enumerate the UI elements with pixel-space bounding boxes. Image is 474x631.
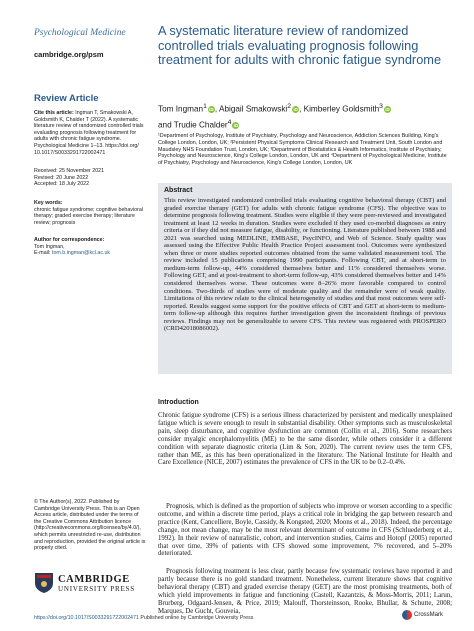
author-name: Tom Ingman [158,104,204,114]
keywords-text: chronic fatigue syndrome; cognitive behavioral therapy; graded exercise therapy; literature review; prognosis [34,206,143,226]
cite-label: Cite this article: [34,110,74,116]
author-name: Abigail Smakowski [218,104,288,114]
author-sup: 3 [379,103,383,110]
license-text: © The Author(s), 2022. Published by Cambridge University Press. This is an Open Access article, distributed under the terms of the Creative Commons Attribution licence (http://creativecommons.org/licenses/by/4.0/), which permits unrestricted re-use, distribution and reproduction, provided the original article is properly cited. [34,499,146,552]
introduction-heading: Introduction [158,399,199,406]
logo-name: CAMBRIDGE [58,573,130,585]
citation-block [34,110,146,156]
corresp-email-link[interactable]: tom.b.ingman@kcl.ac.uk [51,250,111,257]
received-date: Received: 25 November 2021 [34,168,105,174]
journal-name: Psychological Medicine [34,28,126,38]
corresp-name: Tom Ingman, [34,243,65,250]
corresp-label: Author for correspondence: [34,237,105,243]
dates-block [34,168,146,188]
logo-subtitle: UNIVERSITY PRESS [58,584,135,593]
intro-paragraph-3: Prognosis following treatment is less clear, partly because few systematic reviews have reported it and partly because there is no gold standard treatment. Nonetheless, current literature shows that cognitive behavioral therapy (CBT) and graded exercise therapy (GET) are the most promising treatments, both of which yield improvements in fatigue and functioning (Castell, Kazantzis, & Moss-Morris, 2011; Larun, Brurberg, Odgaard-Jensen, & Price, 2019; Malouff, Thorsteinsson, Rooke, Bhullar, & Schutte, 2008; Marques, De Gucht, Gouveia, [158,568,452,615]
abstract-box [158,183,452,374]
affiliations: ¹Department of Psychology, Institute of Psychiatry, Psychology and Neuroscience, Addiction Sciences Building, King's College London, London, UK; ²Persistent Physical Symptoms Clinical Research and Treatment Unit, South London and Maudsley NHS Foundation Trust, London, UK; ³Department of Biostatistics & Health Informatics, Institute of Psychiatry, Psychology and Neuroscience, King's College London, London, UK and ⁴Department of Psychological Medicine, Institute of Psychiatry, Psychology and Neuroscience, King's College London, London, UK [158,133,447,167]
author-list: Tom Ingman$^1$ iD, Abigail Smakowski$^2$ iD, Kimberley Goldsmith$^3$ iD and Trudie Chalder$^4$ iD [158,103,390,130]
crossmark-icon [402,610,412,620]
email-label: E-mail: [34,250,51,257]
revised-date: Revised: 20 June 2022 [34,174,89,181]
keywords-block [34,200,146,226]
author-sup: 4 [227,118,232,126]
publisher-logo [34,572,135,594]
accepted-date: Accepted: 18 July 2022 [34,181,90,188]
shield-icon [34,572,54,594]
article-type: Review Article [34,93,99,104]
crossmark-badge[interactable] [402,610,443,620]
intro-paragraph-2: Prognosis, which is defined as the proportion of subjects who improve or worsen according to a specific outcome, and within a discrete time period, plays a critical role in bridging the gap between research and practice (Kent, Cancelliere, Boyle, Cassidy, & Kongsted, 2020; Moons et al., 2018). Indeed, the percentage change, not mean change, may be the most relevant determinant of outcome in CFS (Schluederberg et al., 1992). In their review of naturalistic, cohort, and intervention studies, Cairns and Hotopf (2005) reported that over time, 39% of patients with CFS showed some improvement, 7% recovered, and 5–20% deteriorated. [158,503,452,558]
footer-published: Published online by Cambridge University Press [140,615,254,621]
correspondence-block [34,237,146,257]
article-title: A systematic literature review of randomized controlled trials evaluating prognosis following treatment for adults with chronic fatigue syndrome [158,23,442,67]
orcid-icon[interactable]: iD [233,122,239,128]
orcid-icon[interactable]: iD [293,107,298,113]
author-sup: 2 [287,103,292,110]
crossmark-label: CrossMark [414,612,444,618]
left-sidebar [34,0,146,631]
abstract-heading: Abstract [164,187,193,194]
journal-url[interactable]: cambridge.org/psm [34,50,104,59]
abstract-text: This review investigated randomized controlled trials evaluating cognitive behavioral therapy (CBT) and graded exercise therapy (GET) for adults with chronic fatigue syndrome (CFS). The objective was to determine prognosis following treatment. Studies were eligible if they were peer-reviewed and investigated treatment at least 12 weeks in duration. Studies were excluded if they used co-morbid diagnoses as entry criteria or if they did not measure fatigue, disability, or functioning. Literature published between 1988 and 2021 was searched using MEDLINE, EMBASE, PsycINFO, and Web of Science. Study quality was assessed using the Effective Public Health Practice Project assessment tool. Outcomes were synthesized when three or more studies reported outcomes obtained from the same validated measurement tool. The review included 15 publications comprising 1990 participants. Following CBT, and at short-term to medium-term follow-up, 44% considered themselves better and 11% considered themselves worse. Following GET, and at post-treatment to short-term follow-up, 43% considered themselves better and 14% considered themselves worse. These outcomes were 8–26% more favorable compared to control conditions. Two-thirds of studies were of moderate quality and the remainder were of weak quality. Limitations of this review relate to the clinical heterogeneity of studies and that most outcomes were self-reported. Results suggest some support for the positive effects of CBT and GET at short-term to medium-term follow-up although this requires further investigation given the inconsistent findings of previous reviews. Findings may not be generalizable to severe CFS. This review was registered with PROSPERO (CRD42018086002). [164,197,446,333]
author-name: Kimberley Goldsmith [303,104,380,114]
page-footer [34,615,454,621]
author-name: Trudie Chalder [173,120,228,130]
cite-text: Ingman T, Smakowski A, Goldsmith K, Chalder T (2022). A systematic literature review of randomized controlled trials evaluating prognosis following treatment for adults with chronic fatigue syndrome. Psychological Medicine 1–13. https://doi.org/ 10.1017/S0033291722002471 [34,110,144,156]
intro-paragraph-1: Chronic fatigue syndrome (CFS) is a serious illness characterized by persistent and medically unexplained fatigue which is severe enough to result in substantial disability. Other symptoms such as musculoskeletal pain, sleep disturbance, and cognitive dysfunction are common (Collin et al., 2016). Some researchers consider myalgic encephalomyelitis (ME) to be the same disorder, while others consider it a different condition with separate diagnostic criteria (Lim & Son, 2020). The current review uses the term CFS, rather than ME, as this has been operationalized in the literature. The National Institute for Health and Care Excellence (NICE, 2007) estimates the prevalence of CFS in the UK to be 0.2–0.4%. [158,412,452,467]
footer-doi-link[interactable]: https://doi.org/10.1017/S0033291722002471 [34,615,139,621]
keywords-label: Key words: [34,200,63,206]
author-sup: 1 [203,103,207,110]
main-column [158,0,452,631]
orcid-icon[interactable]: iD [385,107,390,113]
orcid-icon[interactable]: iD [209,107,214,113]
